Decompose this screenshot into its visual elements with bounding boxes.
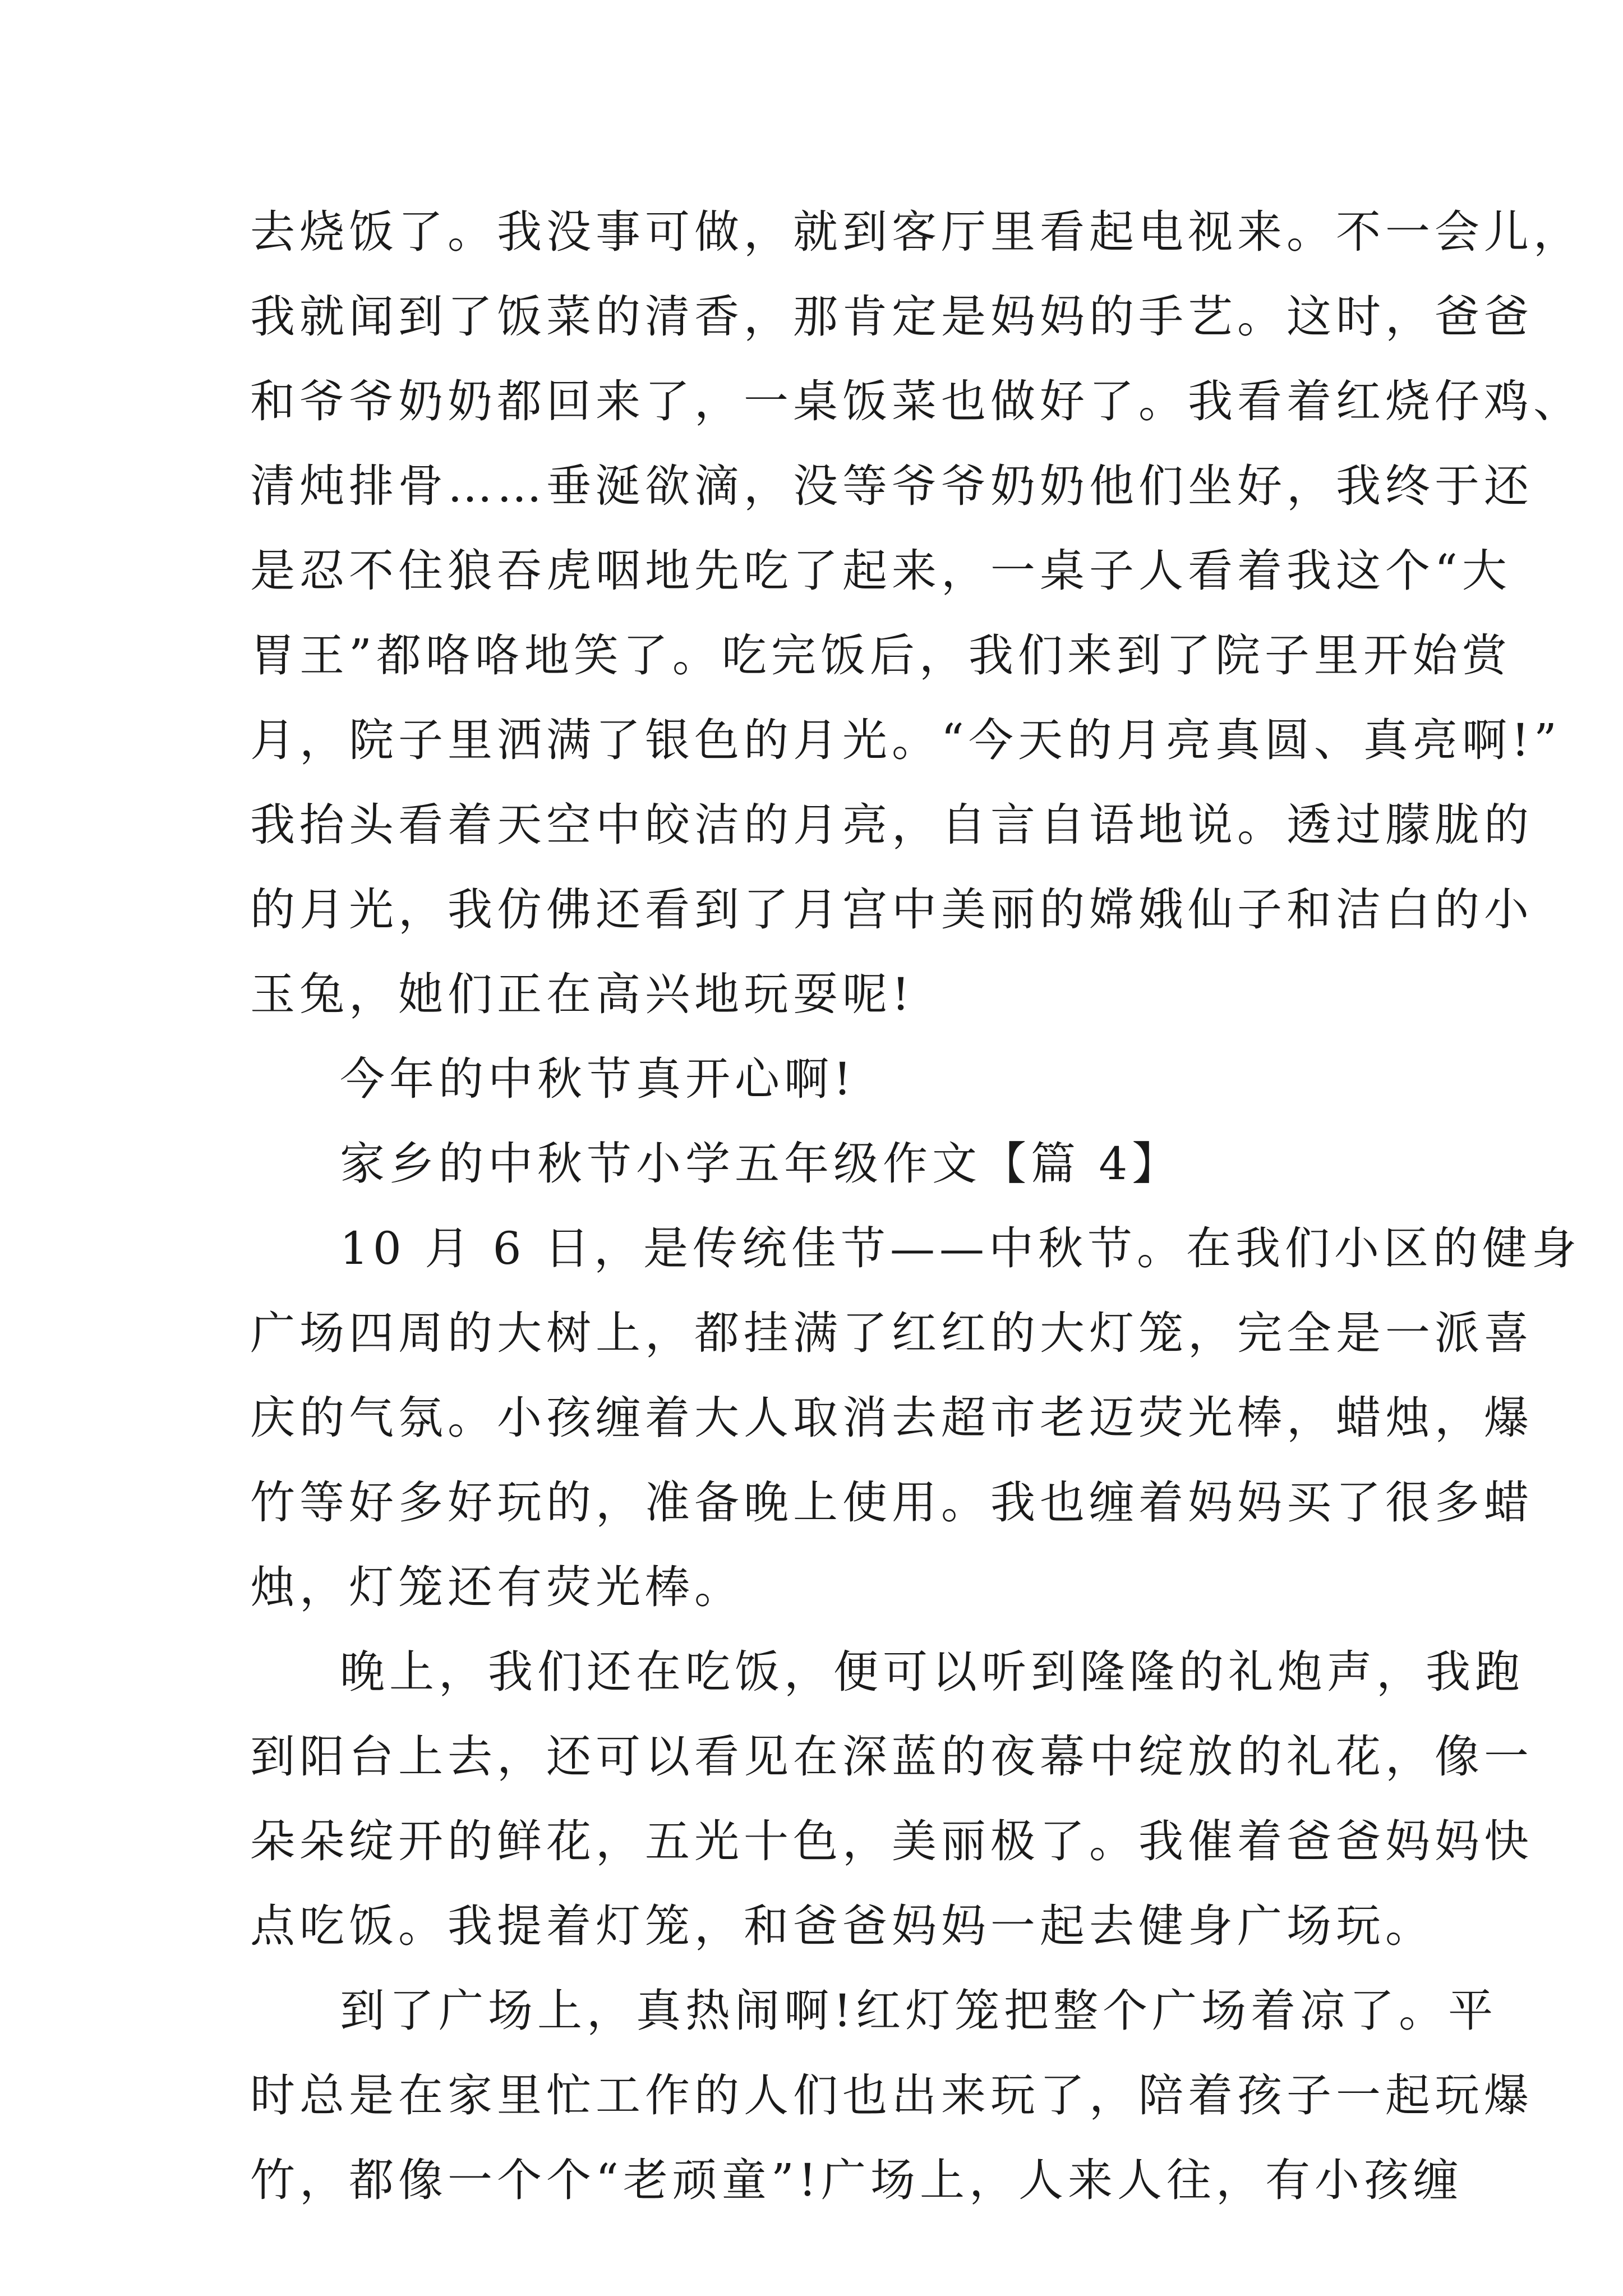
- paragraph-line: 晚上，我们还在吃饭，便可以听到隆隆的礼炮声，我跑: [340, 1646, 1524, 1698]
- text-line: 去烧饭了。我没事可做，就到客厅里看起电视来。不一会儿，: [250, 206, 1583, 258]
- paragraph-line: 今年的中秋节真开心啊!: [340, 1053, 856, 1105]
- text-line: 烛，灯笼还有荧光棒。: [250, 1561, 744, 1613]
- text-line: 我抬头看着天空中皎洁的月亮，自言自语地说。透过朦胧的: [250, 799, 1533, 851]
- text-line: 月，院子里洒满了银色的月光。“今天的月亮真圆、真亮啊!”: [250, 714, 1561, 766]
- text-line: 庆的气氛。小孩缠着大人取消去超市老迈荧光棒，蜡烛，爆: [250, 1392, 1533, 1444]
- text-line: 朵朵绽开的鲜花，五光十色，美丽极了。我催着爸爸妈妈快: [250, 1815, 1533, 1867]
- text-line: 竹，都像一个个“老顽童”!广场上，人来人往，有小孩缠: [250, 2154, 1463, 2206]
- text-line: 竹等好多好玩的，准备晚上使用。我也缠着妈妈买了很多蜡: [250, 1476, 1533, 1529]
- text-line: 到阳台上去，还可以看见在深蓝的夜幕中绽放的礼花，像一: [250, 1731, 1533, 1783]
- section-heading: 家乡的中秋节小学五年级作文【篇 4】: [340, 1138, 1182, 1190]
- text-line: 玉兔，她们正在高兴地玩耍呢!: [250, 968, 915, 1020]
- text-line: 点吃饭。我提着灯笼，和爸爸妈妈一起去健身广场玩。: [250, 1900, 1435, 1952]
- paragraph-line: 10 月 6 日，是传统佳节——中秋节。在我们小区的健身: [340, 1222, 1581, 1274]
- text-line: 胃王”都咯咯地笑了。吃完饭后，我们来到了院子里开始赏: [250, 629, 1511, 682]
- paragraph-line: 到了广场上，真热闹啊!红灯笼把整个广场着凉了。平: [340, 1985, 1498, 2037]
- text-line: 我就闻到了饭菜的清香，那肯定是妈妈的手艺。这时，爸爸: [250, 291, 1533, 343]
- article-body: [250, 190, 1583, 2223]
- text-line: 广场四周的大树上，都挂满了红红的大灯笼，完全是一派喜: [250, 1307, 1533, 1359]
- text-line: 是忍不住狼吞虎咽地先吃了起来，一桌子人看着我这个“大: [250, 545, 1511, 597]
- text-line: 时总是在家里忙工作的人们也出来玩了，陪着孩子一起玩爆: [250, 2069, 1533, 2122]
- text-line: 清炖排骨……垂涎欲滴，没等爷爷奶奶他们坐好，我终于还: [250, 460, 1533, 512]
- text-line: 和爷爷奶奶都回来了，一桌饭菜也做好了。我看着红烧仔鸡、: [250, 375, 1583, 427]
- text-line: 的月光，我仿佛还看到了月宫中美丽的嫦娥仙子和洁白的小: [250, 884, 1533, 936]
